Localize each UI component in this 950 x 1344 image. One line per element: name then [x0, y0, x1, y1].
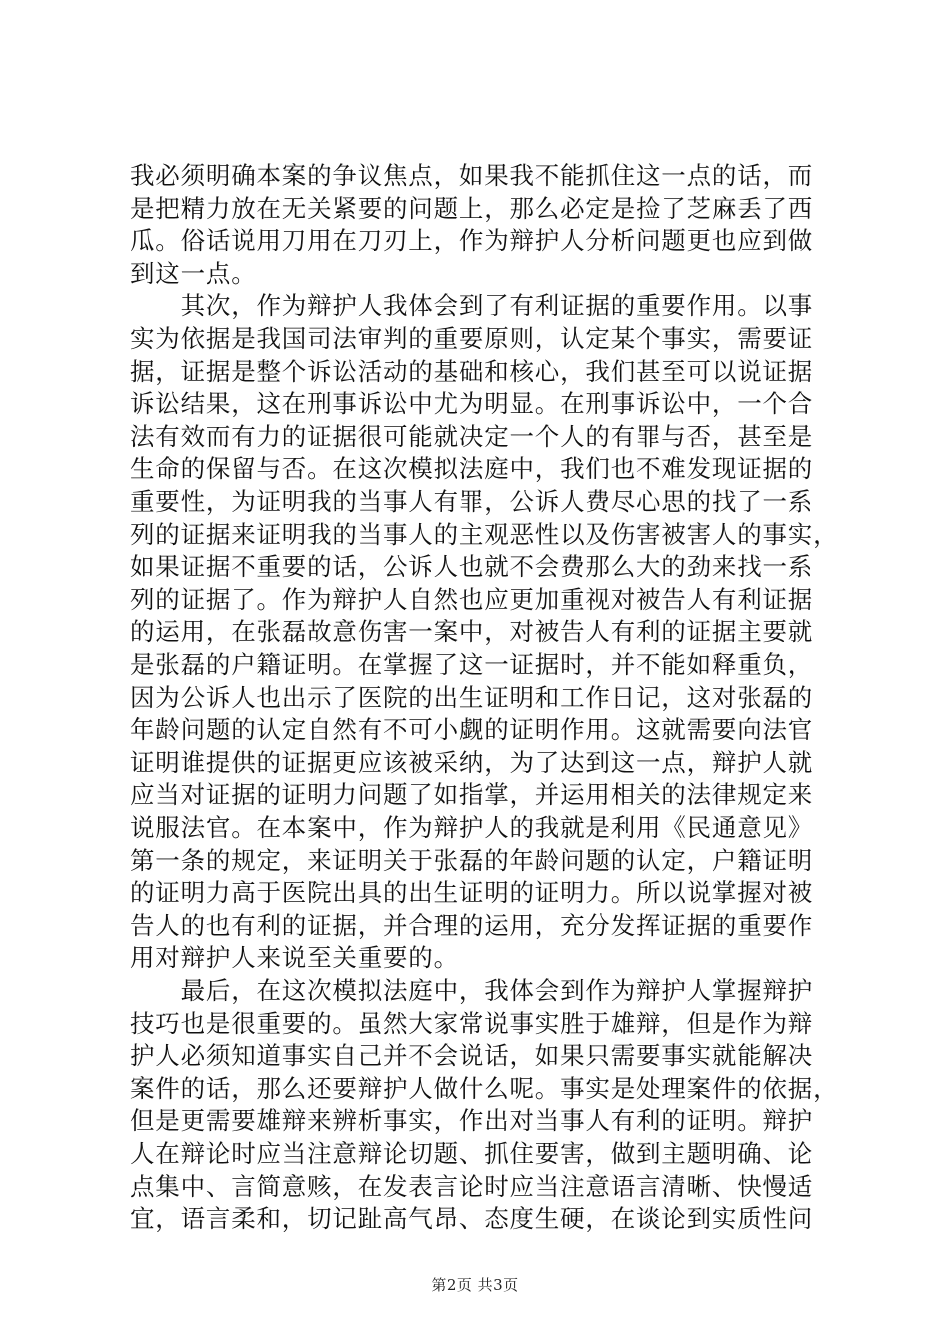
text-line: 重要性，为证明我的当事人有罪，公诉人费尽心思的找了一系 — [130, 487, 814, 516]
text-line: 第一条的规定，来证明关于张磊的年龄问题的认定，户籍证明 — [130, 845, 814, 875]
text-line: 诉讼结果，这在刑事诉讼中尤为明显。在刑事诉讼中，一个合 — [130, 389, 814, 419]
text-line: 技巧也是很重要的。虽然大家常说事实胜于雄辩，但是作为辩 — [130, 1008, 814, 1038]
text-line: 如果证据不重要的话，公诉人也就不会费那么大的劲来找一系 — [130, 552, 814, 582]
text-line: 但是更需要雄辩来辨析事实，作出对当事人有利的证明。辩护 — [130, 1106, 814, 1136]
text-line: 到这一点。 — [130, 258, 257, 288]
page-footer: 第2页 共3页 — [431, 1276, 519, 1294]
text-line: 案件的话，那么还要辩护人做什么呢。事实是处理案件的依据， — [130, 1073, 839, 1103]
text-line: 宜，语言柔和，切记趾高气昂、态度生硬，在谈论到实质性问 — [130, 1204, 814, 1234]
text-line: 证明谁提供的证据更应该被采纳，为了达到这一点，辩护人就 — [130, 747, 814, 777]
text-line: 说服法官。在本案中，作为辩护人的我就是利用《民通意见》 — [130, 813, 814, 842]
text-line: 生命的保留与否。在这次模拟法庭中，我们也不难发现证据的 — [130, 454, 814, 484]
text-line: 年龄问题的认定自然有不可小觑的证明作用。这就需要向法官 — [130, 715, 814, 745]
text-line: 是张磊的户籍证明。在掌握了这一证据时，并不能如释重负， — [130, 650, 814, 679]
text-line: 点集中、言简意赅，在发表言论时应当注意语言清晰、快慢适 — [130, 1171, 814, 1201]
text-line: 瓜。俗话说用刀用在刀刃上，作为辩护人分析问题更也应到做 — [130, 226, 814, 256]
text-line: 我必须明确本案的争议焦点，如果我不能抓住这一点的话，而 — [130, 161, 814, 190]
text-line: 列的证据来证明我的当事人的主观恶性以及伤害被害人的事实， — [130, 519, 839, 549]
text-line: 应当对证据的证明力问题了如指掌，并运用相关的法律规定来 — [130, 780, 814, 810]
text-line: 列的证据了。作为辩护人自然也应更加重视对被告人有利证据 — [130, 584, 814, 614]
text-line: 法有效而有力的证据很可能就决定一个人的有罪与否，甚至是 — [130, 421, 814, 451]
text-line: 因为公诉人也出示了医院的出生证明和工作日记，这对张磊的 — [130, 682, 814, 712]
text-line: 据，证据是整个诉讼活动的基础和核心，我们甚至可以说证据 — [130, 356, 814, 386]
text-line: 其次，作为辩护人我体会到了有利证据的重要作用。以事 — [130, 291, 814, 321]
text-line: 的证明力高于医院出具的出生证明的证明力。所以说掌握对被 — [130, 878, 814, 908]
text-line: 人在辩论时应当注意辩论切题、抓住要害，做到主题明确、论 — [130, 1139, 814, 1168]
text-line: 是把精力放在无关紧要的问题上，那么必定是捡了芝麻丢了西 — [130, 193, 814, 223]
text-line: 实为依据是我国司法审判的重要原则，认定某个事实，需要证 — [130, 324, 814, 353]
text-line: 告人的也有利的证据，并合理的运用，充分发挥证据的重要作 — [130, 910, 814, 940]
text-line: 护人必须知道事实自己并不会说话，如果只需要事实就能解决 — [130, 1041, 814, 1071]
text-line: 的运用，在张磊故意伤害一案中，对被告人有利的证据主要就 — [130, 617, 814, 647]
text-line: 用对辩护人来说至关重要的。 — [130, 943, 459, 973]
text-line: 最后，在这次模拟法庭中，我体会到作为辩护人掌握辩护 — [130, 976, 814, 1005]
